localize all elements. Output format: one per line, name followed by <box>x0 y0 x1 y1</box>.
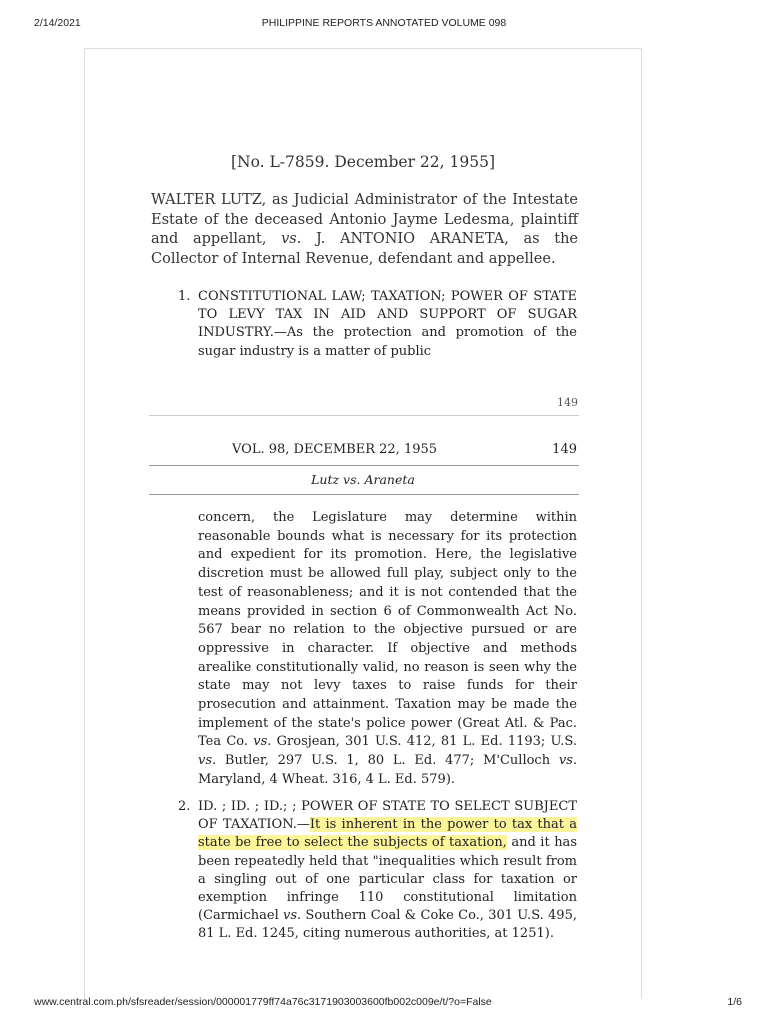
syllabus-item-heading: ID. ; ID. ; ID.; ; POWER OF STATE TO SELECT SUBJECT OF TAXATION. <box>198 799 577 833</box>
case-subhead: Lutz vs. Araneta <box>311 472 415 487</box>
syllabus-continuation <box>198 509 577 790</box>
syllabus-item-number: 2. <box>178 799 191 814</box>
highlighted-text: It is inherent in the power to tax that a state be free to select the subjects of taxation, <box>198 817 577 851</box>
syllabus-item-text: and it has been repeatedly held that "inequalities which result from a singling out of one particular class for taxation or exemption infringe 110 constitutional limitation (Carmichael <box>198 835 577 924</box>
syllabus-item-heading: CONSTITUTIONAL LAW; TAXATION; POWER OF STATE TO LEVY TAX IN AID AND SUPPORT OF SUGAR INDUSTRY. <box>198 289 577 341</box>
syllabus-item-2 <box>178 798 577 944</box>
running-head-rule <box>149 465 579 466</box>
continuation-text-4: Maryland, 4 Wheat. 316, 4 L. Ed. 579). <box>198 771 456 787</box>
continuation-text-3: Butler, 297 U.S. 1, 80 L. Ed. 477; M'Culloch <box>216 753 559 769</box>
versus-label: vs. <box>281 231 302 247</box>
party-defendant: J. ANTONIO ARANETA, as the Collector of Internal Revenue, defendant and appellee. <box>151 231 578 267</box>
source-url: www.central.com.ph/sfsreader/session/000001779ff74a76c3171903003600fb002c009e/t/?o=False <box>34 996 492 1008</box>
subhead-rule <box>149 494 579 495</box>
page-break-rule <box>149 415 579 416</box>
print-title: PHILIPPINE REPORTS ANNOTATED VOLUME 098 <box>261 17 507 29</box>
versus-label: vs. <box>198 753 217 769</box>
print-header <box>0 0 768 40</box>
versus-label: vs. <box>253 734 272 750</box>
document-page <box>84 48 642 999</box>
running-head-title: VOL. 98, DECEMBER 22, 1955 <box>232 442 438 457</box>
versus-label: vs. <box>558 753 577 769</box>
print-footer <box>0 994 768 1024</box>
versus-label: vs. <box>283 908 302 924</box>
case-parties <box>151 191 578 269</box>
print-page-count: 1/6 <box>727 996 742 1008</box>
syllabus-item-text-2: Southern Coal & Coke Co., 301 U.S. 495, 81 L. Ed. 1245, citing numerous authorities, at 1251). <box>198 908 577 942</box>
syllabus-item-text: —As the protection and promotion of the sugar industry is a matter of public <box>198 325 577 359</box>
party-plaintiff: WALTER LUTZ, as Judicial Administrator of the Intestate Estate of the deceased Antonio Jayme Ledesma, plaintiff and appellant, <box>151 192 578 247</box>
continuation-text-1: concern, the Legislature may determine within reasonable bounds what is necessary for its protection and expedient for its promotion. Here, the legislative discretion must be allowed full play, subject only to the test of reasonableness; and it is not contended that the means provided in section 6 of Commonwealth Act No. 567 bear no relation to the objective pursued or are oppressive in character. If objective and methods arealike constitutionally valid, no reason is seen why the state may not levy taxes to raise funds for their prosecution and attainment. Taxation may be made the implement of the state's police power (Great Atl. & Pac. Tea Co. <box>198 510 577 750</box>
syllabus-item-1 <box>178 288 577 361</box>
page-number: 149 <box>557 396 578 409</box>
syllabus-item-number: 1. <box>178 289 191 304</box>
continuation-text-2: Grosjean, 301 U.S. 412, 81 L. Ed. 1193; U.S. <box>271 734 577 750</box>
print-date: 2/14/2021 <box>34 17 81 29</box>
case-number: [No. L-7859. December 22, 1955] <box>230 153 495 171</box>
running-head-page: 149 <box>552 442 577 457</box>
em-dash: — <box>296 817 310 833</box>
